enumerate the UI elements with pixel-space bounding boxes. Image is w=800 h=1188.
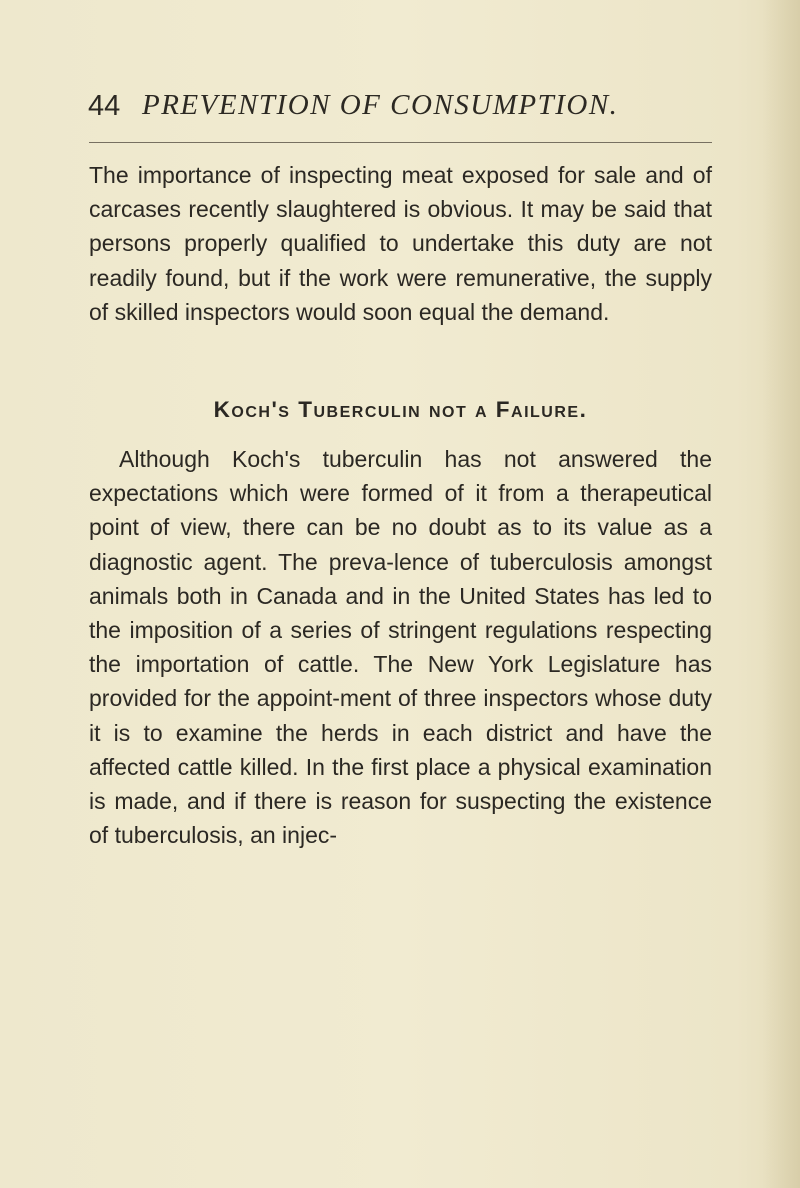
body-text <box>89 158 712 852</box>
page-header <box>88 88 708 128</box>
section-heading: Koch's Tuberculin not a Failure. <box>213 397 588 423</box>
paragraph-koch-tuberculin: Although Koch's tuberculin has not answered the expectations which were formed of it from a therapeutical point of view, there can be no doubt as to its value as a diagnostic agent. The preva-lence of tuberculosis amongst animals both in Canada and in the United States has led to the imposition of a series of stringent regulations respecting the importation of cattle. The New York Legislature has provided for the appoint-ment of three inspectors whose duty it is to examine the herds in each district and have the affected cattle killed. In the first place a physical examination is made, and if there is reason for suspecting the existence of tuberculosis, an injec- <box>89 446 712 849</box>
running-head: PREVENTION OF CONSUMPTION. <box>142 89 619 121</box>
page-number: 44 <box>88 90 121 122</box>
heading-spacing <box>89 427 712 442</box>
section-spacing <box>89 329 712 393</box>
paragraph-meat-inspection: The importance of inspecting meat exposed for sale and of carcases recently slaughtered is obvious. It may be said that persons properly qualified to undertake this duty are not readily found, but if the work were remunerative, the supply of skilled inspectors would soon equal the demand. <box>89 162 712 325</box>
header-rule <box>89 142 712 143</box>
page-edge-shadow <box>762 0 800 1188</box>
